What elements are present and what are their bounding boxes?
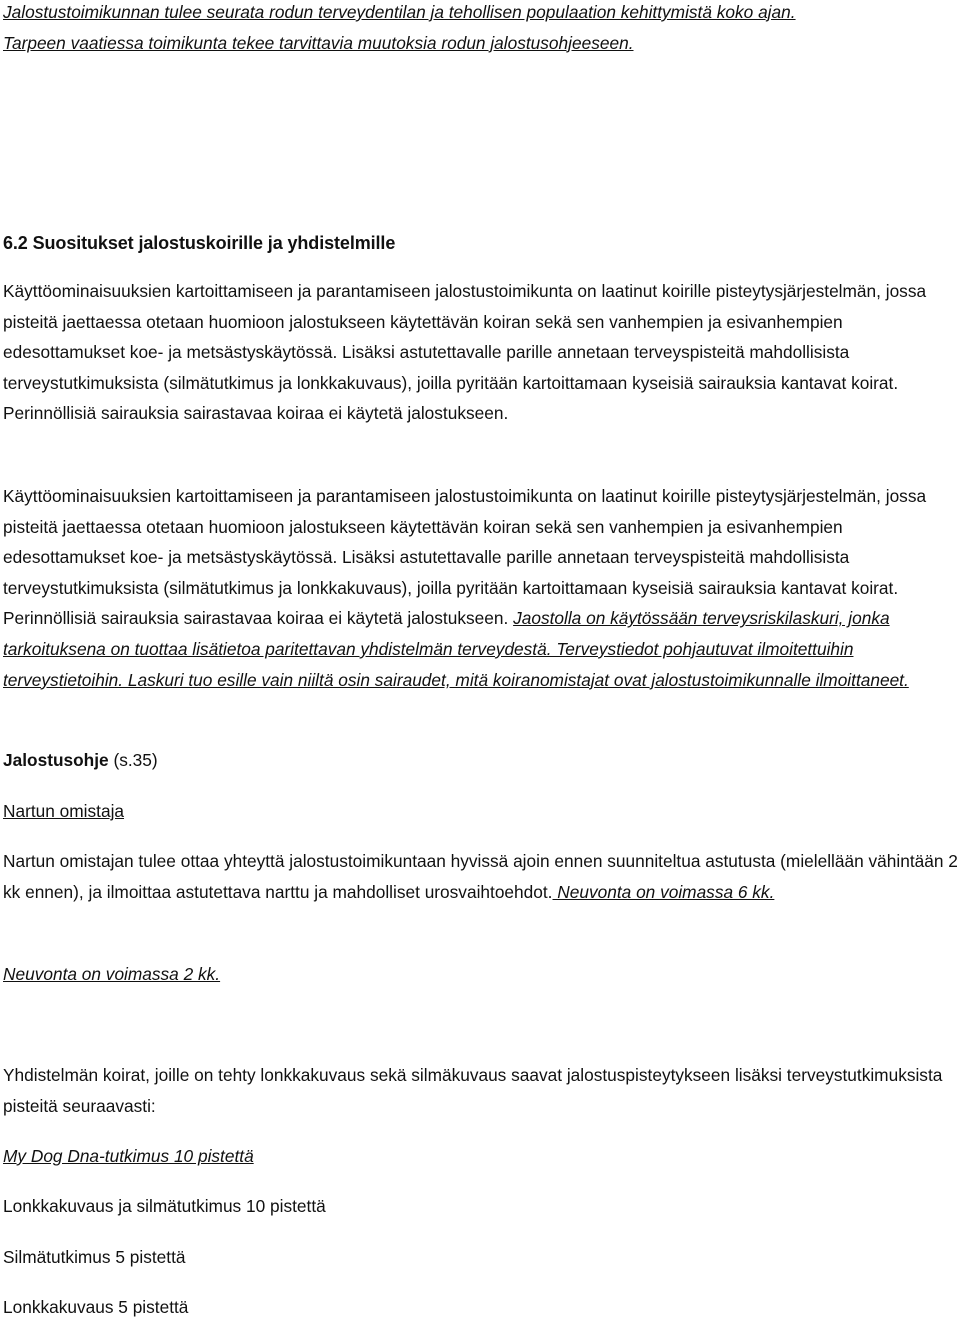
paragraph-3-deleted-text: Neuvonta on voimassa 6 kk. [552,881,775,902]
paragraph-2-text: Käyttöominaisuuksien kartoittamiseen ja parantamiseen jalostustoimikunta on laatinut koirille pisteytysjärjestelmän, jossa pisteitä jaettaessa otetaan huomioon jalostukseen käytettävän koiran sekä sen vanhempien ja esivanhempien edesottamukset koe- ja metsästyskäytössä. Lisäksi astutettavalle parille annetaan terveyspisteitä mahdollisista terveystutkimuksista (silmätutkimus ja lonkkakuvaus), joilla pyritään kartoittamaan kyseisiä sairauksia kantavat koirat. Perinnöllisiä sairauksia sairastavaa koiraa ei käytetä jalostukseen. [3,486,927,629]
paragraph-3 [3,846,958,907]
jalostusohje-page-ref: (s.35) [108,750,158,770]
points-lonkka: Lonkkakuvaus 5 pistettä [3,1297,189,1317]
jalostusohje-label: Jalostusohje [3,750,109,770]
paragraph-4: Yhdistelmän koirat, joille on tehty lonkkakuvaus sekä silmäkuvaus saavat jalostuspisteytykseen lisäksi terveystutkimuksista pisteitä seuraavasti: [3,1065,943,1116]
intro-line-2: Tarpeen vaatiessa toimikunta tekee tarvittavia muutoksia rodun jalostusohjeeseen. [3,32,634,53]
jalostusohje-line [3,745,158,776]
paragraph-2-added-text: Jaostolla on käytössään terveysriskilaskuri, jonka tarkoituksena on tuottaa lisätietoa paritettavan yhdistelmän terveydestä. Terveystiedot pohjautuvat ilmoitettuihin terveystietoihin. Laskuri tuo esille vain niiltä osin sairaudet, mitä koiranomistajat ovat jalostustoimikunnalle ilmoittaneet. [3,608,909,690]
neuvonta-2kk-text: Neuvonta on voimassa 2 kk. [3,964,221,984]
neuvonta-2kk-line [3,959,220,990]
paragraph-3-text: Nartun omistajan tulee ottaa yhteyttä jalostustoimikuntaan hyvissä ajoin ennen suunniteltua astutusta (mielellään vähintään 2 kk ennen), ja ilmoittaa astutettava narttu ja mahdolliset urosvaihtoehdot. [3,851,958,902]
points-mydog-text: My Dog Dna-tutkimus 10 pistettä [3,1146,254,1166]
intro-paragraph [3,0,796,58]
paragraph-2 [3,481,958,695]
paragraph-1: Käyttöominaisuuksien kartoittamiseen ja parantamiseen jalostustoimikunta on laatinut koirille pisteytysjärjestelmän, jossa pisteitä jaettaessa otetaan huomioon jalostukseen käytettävän koiran sekä sen vanhempien ja esivanhempien edesottamukset koe- ja metsästyskäytössä. Lisäksi astutettavalle parille annetaan terveyspisteitä mahdollisista terveystutkimuksista (silmätutkimus ja lonkkakuvaus), joilla pyritään kartoittamaan kyseisiä sairauksia kantavat koirat. Perinnöllisiä sairauksia sairastavaa koiraa ei käytetä jalostukseen. [3,281,927,424]
points-mydog [3,1141,254,1172]
nartun-omistaja-heading-text: Nartun omistaja [3,801,125,821]
section-heading: 6.2 Suositukset jalostuskoirille ja yhdistelmille [3,233,396,253]
intro-line-1: Jalostustoimikunnan tulee seurata rodun terveydentilan ja tehollisen populaation kehittymistä koko ajan. [3,2,796,22]
points-lonkka-silma: Lonkkakuvaus ja silmätutkimus 10 pistettä [3,1196,326,1216]
nartun-omistaja-heading [3,796,124,827]
points-silma: Silmätutkimus 5 pistettä [3,1247,186,1267]
